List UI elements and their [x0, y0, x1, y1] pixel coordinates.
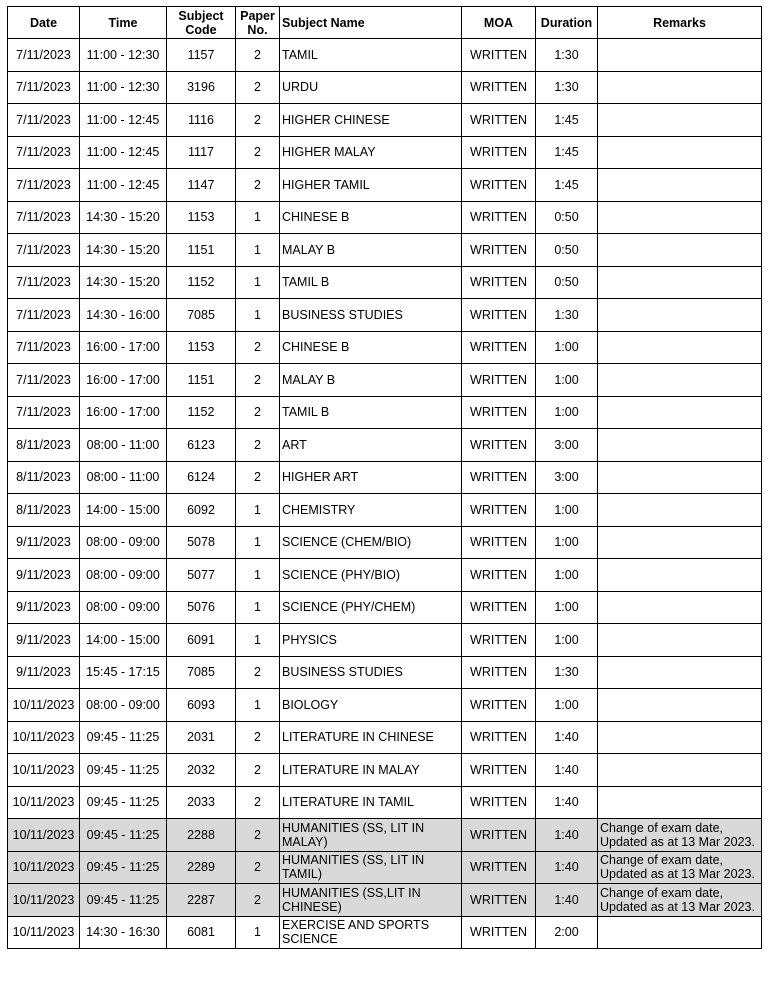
cell-subject-code: 1151 — [167, 364, 236, 397]
cell-subject-code: 6081 — [167, 916, 236, 949]
table-row — [8, 494, 762, 527]
cell-moa: WRITTEN — [462, 331, 536, 364]
cell-time: 11:00 - 12:45 — [80, 104, 167, 137]
cell-subject-name: SCIENCE (PHY/BIO) — [280, 559, 462, 592]
cell-duration: 0:50 — [536, 266, 598, 299]
cell-subject-code: 2289 — [167, 851, 236, 884]
cell-paper-no: 2 — [236, 396, 280, 429]
cell-subject-code: 1157 — [167, 39, 236, 72]
cell-paper-no: 2 — [236, 364, 280, 397]
cell-date: 7/11/2023 — [8, 299, 80, 332]
table-row — [8, 559, 762, 592]
cell-subject-name: TAMIL B — [280, 396, 462, 429]
table-row — [8, 136, 762, 169]
cell-remarks — [598, 266, 762, 299]
cell-subject-name: HUMANITIES (SS, LIT IN TAMIL) — [280, 851, 462, 884]
table-row — [8, 396, 762, 429]
cell-remarks — [598, 656, 762, 689]
header-paper-no: Paper No. — [236, 7, 280, 39]
cell-paper-no: 1 — [236, 591, 280, 624]
table-row — [8, 689, 762, 722]
cell-date: 10/11/2023 — [8, 851, 80, 884]
cell-paper-no: 2 — [236, 71, 280, 104]
cell-remarks — [598, 71, 762, 104]
table-row — [8, 299, 762, 332]
table-row — [8, 591, 762, 624]
cell-duration: 1:00 — [536, 396, 598, 429]
cell-remarks — [598, 136, 762, 169]
cell-subject-name: ART — [280, 429, 462, 462]
cell-time: 09:45 - 11:25 — [80, 754, 167, 787]
cell-subject-code: 2032 — [167, 754, 236, 787]
cell-moa: WRITTEN — [462, 266, 536, 299]
cell-subject-code: 6123 — [167, 429, 236, 462]
cell-subject-name: SCIENCE (CHEM/BIO) — [280, 526, 462, 559]
cell-time: 14:30 - 15:20 — [80, 266, 167, 299]
cell-subject-code: 5078 — [167, 526, 236, 559]
cell-paper-no: 2 — [236, 331, 280, 364]
cell-remarks — [598, 494, 762, 527]
cell-moa: WRITTEN — [462, 916, 536, 949]
table-row — [8, 39, 762, 72]
cell-moa: WRITTEN — [462, 169, 536, 202]
cell-moa: WRITTEN — [462, 624, 536, 657]
cell-duration: 1:00 — [536, 331, 598, 364]
cell-remarks — [598, 526, 762, 559]
cell-date: 7/11/2023 — [8, 266, 80, 299]
cell-subject-code: 1147 — [167, 169, 236, 202]
cell-subject-name: SCIENCE (PHY/CHEM) — [280, 591, 462, 624]
cell-time: 11:00 - 12:30 — [80, 71, 167, 104]
table-row — [8, 169, 762, 202]
cell-time: 11:00 - 12:45 — [80, 136, 167, 169]
cell-subject-code: 7085 — [167, 656, 236, 689]
cell-remarks — [598, 916, 762, 949]
cell-moa: WRITTEN — [462, 526, 536, 559]
cell-subject-code: 3196 — [167, 71, 236, 104]
header-remarks: Remarks — [598, 7, 762, 39]
cell-date: 7/11/2023 — [8, 234, 80, 267]
cell-date: 10/11/2023 — [8, 916, 80, 949]
cell-time: 09:45 - 11:25 — [80, 819, 167, 852]
cell-date: 9/11/2023 — [8, 624, 80, 657]
cell-moa: WRITTEN — [462, 396, 536, 429]
cell-date: 8/11/2023 — [8, 429, 80, 462]
cell-subject-name: TAMIL — [280, 39, 462, 72]
cell-remarks — [598, 331, 762, 364]
cell-date: 10/11/2023 — [8, 689, 80, 722]
cell-remarks: Change of exam date, Updated as at 13 Mar 2023. — [598, 851, 762, 884]
cell-date: 7/11/2023 — [8, 169, 80, 202]
cell-time: 14:00 - 15:00 — [80, 494, 167, 527]
cell-duration: 1:00 — [536, 624, 598, 657]
cell-duration: 1:45 — [536, 136, 598, 169]
cell-remarks — [598, 364, 762, 397]
cell-remarks — [598, 234, 762, 267]
cell-remarks — [598, 104, 762, 137]
cell-subject-code: 6093 — [167, 689, 236, 722]
cell-moa: WRITTEN — [462, 851, 536, 884]
cell-date: 10/11/2023 — [8, 754, 80, 787]
cell-time: 16:00 - 17:00 — [80, 396, 167, 429]
cell-subject-name: LITERATURE IN MALAY — [280, 754, 462, 787]
cell-subject-name: PHYSICS — [280, 624, 462, 657]
cell-paper-no: 2 — [236, 136, 280, 169]
cell-date: 7/11/2023 — [8, 71, 80, 104]
cell-time: 14:30 - 16:00 — [80, 299, 167, 332]
cell-date: 7/11/2023 — [8, 331, 80, 364]
table-row — [8, 624, 762, 657]
cell-subject-code: 1153 — [167, 201, 236, 234]
cell-subject-code: 2287 — [167, 884, 236, 917]
cell-subject-name: MALAY B — [280, 364, 462, 397]
cell-time: 09:45 - 11:25 — [80, 884, 167, 917]
table-row — [8, 754, 762, 787]
cell-subject-name: CHEMISTRY — [280, 494, 462, 527]
cell-time: 16:00 - 17:00 — [80, 364, 167, 397]
cell-duration: 1:30 — [536, 299, 598, 332]
cell-duration: 1:40 — [536, 884, 598, 917]
cell-paper-no: 1 — [236, 266, 280, 299]
cell-date: 9/11/2023 — [8, 526, 80, 559]
cell-date: 9/11/2023 — [8, 559, 80, 592]
cell-remarks — [598, 624, 762, 657]
cell-moa: WRITTEN — [462, 461, 536, 494]
cell-time: 08:00 - 09:00 — [80, 526, 167, 559]
cell-paper-no: 1 — [236, 559, 280, 592]
table-body — [8, 39, 762, 949]
cell-subject-name: BUSINESS STUDIES — [280, 656, 462, 689]
cell-paper-no: 2 — [236, 39, 280, 72]
cell-remarks — [598, 201, 762, 234]
cell-date: 9/11/2023 — [8, 591, 80, 624]
header-subject-code: Subject Code — [167, 7, 236, 39]
cell-duration: 1:30 — [536, 656, 598, 689]
cell-subject-name: MALAY B — [280, 234, 462, 267]
cell-time: 14:00 - 15:00 — [80, 624, 167, 657]
cell-duration: 1:40 — [536, 786, 598, 819]
cell-date: 8/11/2023 — [8, 461, 80, 494]
cell-moa: WRITTEN — [462, 786, 536, 819]
cell-subject-code: 6091 — [167, 624, 236, 657]
cell-date: 10/11/2023 — [8, 786, 80, 819]
cell-paper-no: 1 — [236, 624, 280, 657]
table-row — [8, 71, 762, 104]
cell-paper-no: 1 — [236, 201, 280, 234]
cell-remarks: Change of exam date, Updated as at 13 Mar 2023. — [598, 819, 762, 852]
cell-paper-no: 2 — [236, 754, 280, 787]
cell-subject-name: TAMIL B — [280, 266, 462, 299]
cell-date: 7/11/2023 — [8, 104, 80, 137]
cell-subject-name: HUMANITIES (SS, LIT IN MALAY) — [280, 819, 462, 852]
cell-date: 7/11/2023 — [8, 201, 80, 234]
table-row — [8, 429, 762, 462]
cell-duration: 2:00 — [536, 916, 598, 949]
cell-moa: WRITTEN — [462, 39, 536, 72]
cell-moa: WRITTEN — [462, 71, 536, 104]
cell-time: 08:00 - 09:00 — [80, 689, 167, 722]
cell-time: 09:45 - 11:25 — [80, 786, 167, 819]
cell-paper-no: 2 — [236, 169, 280, 202]
cell-moa: WRITTEN — [462, 591, 536, 624]
table-row — [8, 201, 762, 234]
cell-duration: 3:00 — [536, 461, 598, 494]
header-moa: MOA — [462, 7, 536, 39]
cell-duration: 1:45 — [536, 104, 598, 137]
cell-duration: 1:45 — [536, 169, 598, 202]
table-row — [8, 364, 762, 397]
cell-duration: 1:00 — [536, 591, 598, 624]
cell-duration: 1:40 — [536, 754, 598, 787]
cell-subject-name: LITERATURE IN TAMIL — [280, 786, 462, 819]
cell-subject-code: 1117 — [167, 136, 236, 169]
cell-moa: WRITTEN — [462, 364, 536, 397]
cell-duration: 1:00 — [536, 559, 598, 592]
table-row — [8, 851, 762, 884]
cell-paper-no: 2 — [236, 819, 280, 852]
cell-duration: 1:00 — [536, 689, 598, 722]
cell-subject-code: 7085 — [167, 299, 236, 332]
cell-duration: 0:50 — [536, 234, 598, 267]
cell-date: 7/11/2023 — [8, 39, 80, 72]
cell-time: 16:00 - 17:00 — [80, 331, 167, 364]
cell-subject-name: EXERCISE AND SPORTS SCIENCE — [280, 916, 462, 949]
cell-date: 10/11/2023 — [8, 819, 80, 852]
cell-duration: 3:00 — [536, 429, 598, 462]
cell-subject-code: 6092 — [167, 494, 236, 527]
cell-subject-name: URDU — [280, 71, 462, 104]
cell-moa: WRITTEN — [462, 429, 536, 462]
cell-remarks — [598, 169, 762, 202]
cell-subject-code: 1152 — [167, 396, 236, 429]
cell-remarks — [598, 461, 762, 494]
table-row — [8, 884, 762, 917]
cell-time: 09:45 - 11:25 — [80, 851, 167, 884]
cell-remarks — [598, 396, 762, 429]
cell-moa: WRITTEN — [462, 299, 536, 332]
cell-duration: 1:30 — [536, 39, 598, 72]
table-row — [8, 266, 762, 299]
cell-remarks — [598, 754, 762, 787]
cell-paper-no: 1 — [236, 526, 280, 559]
cell-remarks — [598, 786, 762, 819]
cell-paper-no: 2 — [236, 786, 280, 819]
cell-time: 14:30 - 15:20 — [80, 234, 167, 267]
table-row — [8, 721, 762, 754]
cell-moa: WRITTEN — [462, 234, 536, 267]
cell-duration: 1:30 — [536, 71, 598, 104]
cell-time: 15:45 - 17:15 — [80, 656, 167, 689]
cell-subject-name: HIGHER ART — [280, 461, 462, 494]
cell-date: 7/11/2023 — [8, 136, 80, 169]
cell-duration: 1:00 — [536, 494, 598, 527]
cell-subject-code: 1152 — [167, 266, 236, 299]
cell-date: 10/11/2023 — [8, 884, 80, 917]
cell-moa: WRITTEN — [462, 104, 536, 137]
cell-paper-no: 1 — [236, 299, 280, 332]
table-row — [8, 656, 762, 689]
cell-duration: 0:50 — [536, 201, 598, 234]
cell-paper-no: 2 — [236, 851, 280, 884]
cell-duration: 1:40 — [536, 851, 598, 884]
cell-moa: WRITTEN — [462, 754, 536, 787]
cell-date: 8/11/2023 — [8, 494, 80, 527]
cell-moa: WRITTEN — [462, 494, 536, 527]
cell-subject-code: 2033 — [167, 786, 236, 819]
cell-subject-code: 1151 — [167, 234, 236, 267]
table-row — [8, 916, 762, 949]
cell-remarks — [598, 591, 762, 624]
cell-remarks — [598, 721, 762, 754]
cell-date: 7/11/2023 — [8, 396, 80, 429]
cell-subject-code: 1116 — [167, 104, 236, 137]
cell-date: 9/11/2023 — [8, 656, 80, 689]
table-row — [8, 461, 762, 494]
cell-remarks — [598, 299, 762, 332]
cell-moa: WRITTEN — [462, 201, 536, 234]
cell-subject-name: HUMANITIES (SS,LIT IN CHINESE) — [280, 884, 462, 917]
cell-subject-name: CHINESE B — [280, 331, 462, 364]
cell-paper-no: 1 — [236, 234, 280, 267]
cell-paper-no: 2 — [236, 884, 280, 917]
cell-date: 7/11/2023 — [8, 364, 80, 397]
cell-remarks: Change of exam date, Updated as at 13 Mar 2023. — [598, 884, 762, 917]
table-header-row — [8, 7, 762, 39]
cell-time: 08:00 - 11:00 — [80, 461, 167, 494]
cell-subject-name: LITERATURE IN CHINESE — [280, 721, 462, 754]
table-row — [8, 819, 762, 852]
cell-moa: WRITTEN — [462, 721, 536, 754]
cell-subject-code: 5076 — [167, 591, 236, 624]
cell-subject-name: HIGHER TAMIL — [280, 169, 462, 202]
cell-moa: WRITTEN — [462, 656, 536, 689]
table-row — [8, 331, 762, 364]
cell-paper-no: 1 — [236, 494, 280, 527]
cell-subject-name: BUSINESS STUDIES — [280, 299, 462, 332]
table-row — [8, 104, 762, 137]
cell-remarks — [598, 559, 762, 592]
exam-schedule-table — [7, 6, 762, 949]
cell-moa: WRITTEN — [462, 559, 536, 592]
cell-moa: WRITTEN — [462, 819, 536, 852]
cell-paper-no: 2 — [236, 721, 280, 754]
cell-remarks — [598, 429, 762, 462]
header-subject-name: Subject Name — [280, 7, 462, 39]
cell-moa: WRITTEN — [462, 884, 536, 917]
cell-duration: 1:00 — [536, 526, 598, 559]
cell-subject-name: HIGHER CHINESE — [280, 104, 462, 137]
table-row — [8, 786, 762, 819]
cell-duration: 1:00 — [536, 364, 598, 397]
cell-subject-code: 2031 — [167, 721, 236, 754]
cell-subject-code: 6124 — [167, 461, 236, 494]
cell-time: 14:30 - 15:20 — [80, 201, 167, 234]
table-row — [8, 234, 762, 267]
cell-paper-no: 2 — [236, 429, 280, 462]
cell-subject-name: HIGHER MALAY — [280, 136, 462, 169]
cell-time: 14:30 - 16:30 — [80, 916, 167, 949]
cell-paper-no: 1 — [236, 916, 280, 949]
header-date: Date — [8, 7, 80, 39]
header-duration: Duration — [536, 7, 598, 39]
cell-moa: WRITTEN — [462, 136, 536, 169]
cell-subject-name: CHINESE B — [280, 201, 462, 234]
cell-paper-no: 1 — [236, 689, 280, 722]
cell-subject-code: 2288 — [167, 819, 236, 852]
cell-time: 08:00 - 09:00 — [80, 591, 167, 624]
cell-subject-name: BIOLOGY — [280, 689, 462, 722]
header-time: Time — [80, 7, 167, 39]
cell-subject-code: 1153 — [167, 331, 236, 364]
cell-time: 09:45 - 11:25 — [80, 721, 167, 754]
cell-paper-no: 2 — [236, 461, 280, 494]
cell-subject-code: 5077 — [167, 559, 236, 592]
cell-moa: WRITTEN — [462, 689, 536, 722]
cell-remarks — [598, 39, 762, 72]
cell-date: 10/11/2023 — [8, 721, 80, 754]
cell-duration: 1:40 — [536, 819, 598, 852]
cell-time: 11:00 - 12:45 — [80, 169, 167, 202]
table-row — [8, 526, 762, 559]
cell-paper-no: 2 — [236, 656, 280, 689]
cell-time: 08:00 - 09:00 — [80, 559, 167, 592]
cell-duration: 1:40 — [536, 721, 598, 754]
cell-paper-no: 2 — [236, 104, 280, 137]
cell-time: 11:00 - 12:30 — [80, 39, 167, 72]
cell-remarks — [598, 689, 762, 722]
cell-time: 08:00 - 11:00 — [80, 429, 167, 462]
